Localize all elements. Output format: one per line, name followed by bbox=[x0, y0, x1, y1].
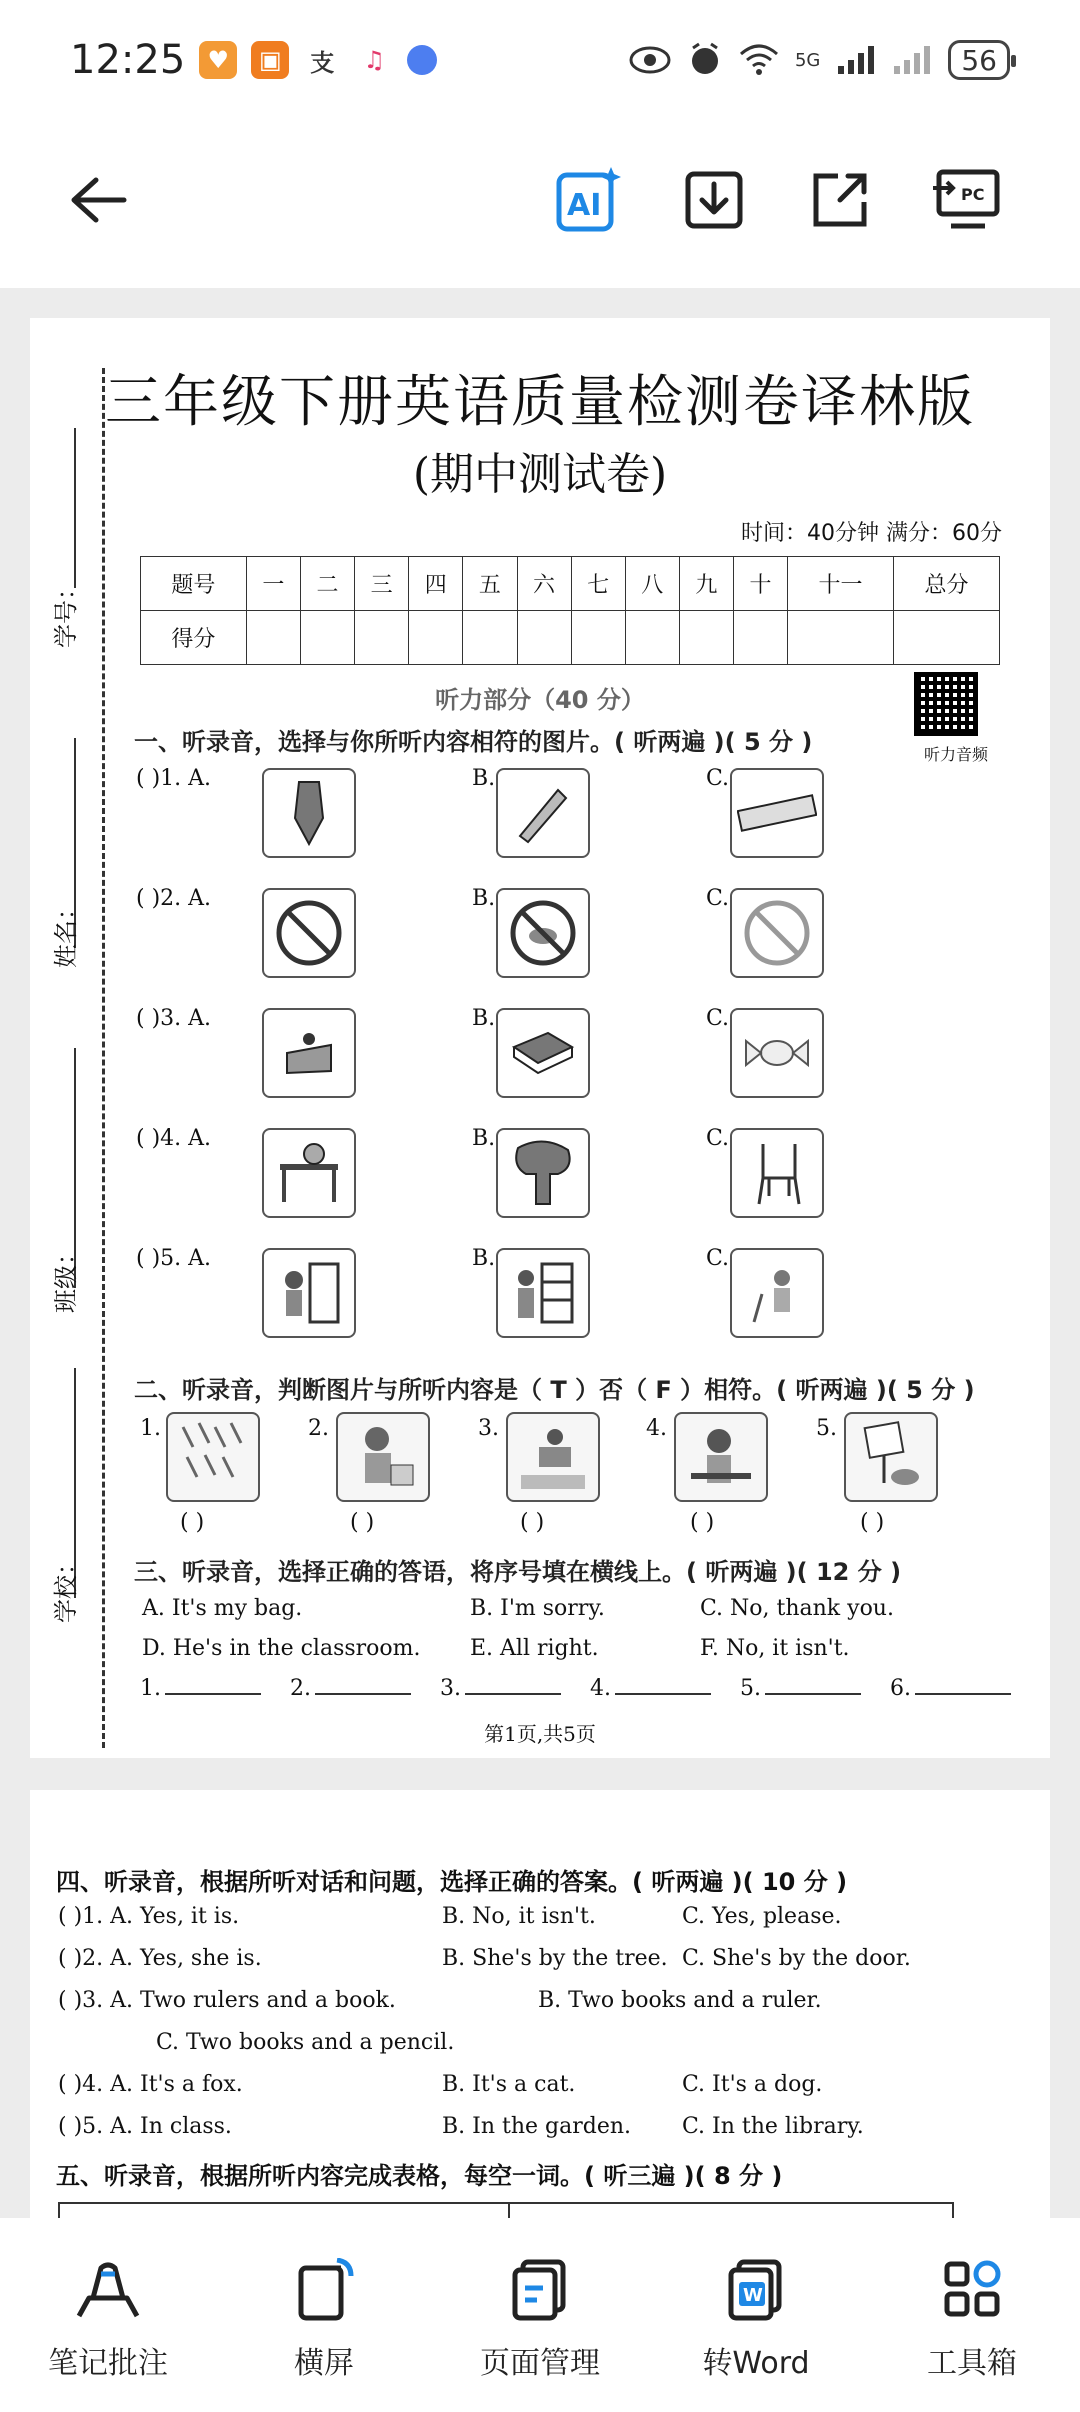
convert-to-word-button[interactable]: W 转Word bbox=[648, 2218, 864, 2412]
alarm-icon bbox=[687, 42, 723, 78]
boy-bag-icon bbox=[343, 1417, 423, 1497]
student-id-label: 学号： bbox=[52, 576, 80, 648]
section-4-heading: 四、听录音，根据所听对话和问题，选择正确的答案。( 听两遍 )( 10 分 ) bbox=[56, 1868, 848, 1896]
picture-no-running bbox=[262, 888, 356, 978]
candy-icon bbox=[742, 1033, 812, 1073]
picture-ruler bbox=[730, 768, 824, 858]
status-bar bbox=[0, 0, 1080, 120]
app-notification-icon: ♥ bbox=[199, 41, 237, 79]
time-score-info: 时间：40分钟 满分：60分 bbox=[741, 521, 1002, 546]
picture-ball-on-desk bbox=[262, 1128, 356, 1218]
picture-no-talking bbox=[730, 888, 824, 978]
school-label: 学校： bbox=[52, 1551, 80, 1623]
app-notification-icon: ▣ bbox=[251, 41, 289, 79]
download-button[interactable] bbox=[674, 160, 754, 240]
picture-tree bbox=[496, 1128, 590, 1218]
tf-picture-rain bbox=[166, 1412, 260, 1502]
tf-picture-classroom bbox=[506, 1412, 600, 1502]
ai-assistant-button[interactable] bbox=[548, 160, 628, 240]
document-page-2: 四、听录音，根据所听对话和问题，选择正确的答案。( 听两遍 )( 10 分 ) ( )1. A. Yes, it is. B. No, it isn't. C. Yes, please. ( )2. A. Yes, she is. B. She's by the tree. C. She's by the door. ( )3. A. Two rulers and a book. B. Two books and a ruler. C. Two books and a pencil. ( )4. A. It's a fox. B. It's a cat. C. It's a dog. ( )5. A. In class. B. In the garden. C. In the library. 五、听录音，根据所听内容完成表格，每空一词。( 听三遍 )( 8 分 ) bbox=[30, 1790, 1050, 2218]
name-label: 姓名： bbox=[52, 896, 80, 968]
toolbar bbox=[0, 120, 1080, 288]
signal-icon bbox=[836, 44, 876, 76]
network-type: 5G bbox=[794, 49, 821, 71]
book-icon bbox=[508, 1023, 578, 1083]
desk-ball-icon bbox=[274, 1138, 344, 1208]
exam-subtitle: (期中测试卷) bbox=[412, 449, 668, 500]
score-table bbox=[140, 556, 1000, 665]
ruler-icon bbox=[737, 793, 817, 833]
sweeping-icon bbox=[742, 1258, 812, 1328]
svg-text:AI: AI bbox=[567, 188, 602, 223]
exam-title: 三年级下册英语质量检测卷译林版 bbox=[105, 370, 975, 435]
question-2-label: ( )2. A. bbox=[136, 886, 212, 911]
answer-blanks: 1. 2. 3. 4. 5. 6. bbox=[140, 1676, 1033, 1701]
browser-icon bbox=[407, 45, 437, 75]
no-eating-icon bbox=[508, 898, 578, 968]
battery-indicator: 56 bbox=[948, 40, 1010, 80]
music-icon: ♫ bbox=[363, 46, 386, 74]
picture-no-eating bbox=[496, 888, 590, 978]
girl-window-icon bbox=[274, 1258, 344, 1328]
picture-candy bbox=[730, 1008, 824, 1098]
pages-icon bbox=[505, 2258, 575, 2322]
annotate-button[interactable]: 笔记批注 bbox=[0, 2218, 216, 2412]
cake-icon bbox=[279, 1023, 339, 1083]
page-management-button[interactable]: 页面管理 bbox=[432, 2218, 648, 2412]
section-2-heading: 二、听录音，判断图片与所听内容是（ T ）否（ F ）相符。( 听两遍 )( 5 分 ) bbox=[134, 1376, 975, 1404]
picture-chair bbox=[730, 1128, 824, 1218]
no-talking-icon bbox=[742, 898, 812, 968]
question-5-label: ( )5. A. bbox=[136, 1246, 212, 1271]
page-number: 第1页,共5页 bbox=[484, 1722, 596, 1746]
class-label: 班级： bbox=[52, 1241, 80, 1313]
tf-picture-boy-bag bbox=[336, 1412, 430, 1502]
svg-text:W: W bbox=[743, 2285, 763, 2306]
qr-label: 听力音频 bbox=[923, 745, 988, 764]
svg-text:PC: PC bbox=[961, 185, 985, 204]
ai-icon bbox=[553, 165, 623, 235]
binding-line bbox=[102, 368, 105, 1748]
chair-icon bbox=[747, 1138, 807, 1208]
picture-cake bbox=[262, 1008, 356, 1098]
bottom-toolbar bbox=[0, 2218, 1080, 2412]
question-4-label: ( )4. A. bbox=[136, 1126, 212, 1151]
document-viewer[interactable] bbox=[0, 288, 1080, 2218]
document-page-1: 学号： 姓名： 班级： 学校： 三年级下册英语质量检测卷译林版 (期中测试卷) 时间：40分钟 满分：60分 题号 一 二 三 四 五 六 七 八 九 十 十一 总分 得分 听力部分（40 分） 听力音频 一、听录音，选择与你所听内容相符的图片。( 听两遍 )( 5 分 ) ( )1. A. B. C. ( )2. A. B. C. ( )3. A. B. C. ( )4. A. B. C. ( )5. A. B. C. 二、听录音，判断图片与所听内容是（ T ）否（ F ）相符。( 听两遍 )( 5 分 ) 1. 2. 3. 4. 5. ( ) ( ) ( ) ( ) ( ) 三、听录音，选择正确的答语，将序号填在横线上。( 听两遍 )( 12 分 ) A. It's my bag. B. I'm sorry. C. No, thank you. D. He's in the classroom. E. All right. F. No, it isn't. 1. 2. 3. 4. 5. 6. 第1页,共5页 bbox=[30, 318, 1050, 1758]
tf-picture-garden-sign bbox=[844, 1412, 938, 1502]
pencil-icon bbox=[510, 780, 576, 846]
wifi-icon bbox=[739, 44, 779, 76]
picture-book bbox=[496, 1008, 590, 1098]
picture-pen bbox=[262, 768, 356, 858]
toolbox-icon bbox=[937, 2258, 1007, 2322]
section-3-heading: 三、听录音，选择正确的答语，将序号填在横线上。( 听两遍 )( 12 分 ) bbox=[134, 1558, 902, 1586]
no-running-icon bbox=[274, 898, 344, 968]
qr-code[interactable] bbox=[914, 672, 978, 736]
rain-icon bbox=[173, 1417, 253, 1497]
tree-icon bbox=[508, 1138, 578, 1208]
share-icon bbox=[810, 170, 870, 230]
question-1-label: ( )1. A. bbox=[136, 766, 212, 791]
section-5-heading: 五、听录音，根据所听内容完成表格，每空一词。( 听三遍 )( 8 分 ) bbox=[56, 2162, 783, 2190]
word-icon bbox=[721, 2258, 791, 2322]
tf-picture-girl-desk bbox=[674, 1412, 768, 1502]
bookshelf-icon bbox=[508, 1258, 578, 1328]
picture-girl-window bbox=[262, 1248, 356, 1338]
rotate-screen-icon bbox=[289, 2258, 359, 2322]
table-start bbox=[58, 2202, 954, 2218]
eye-icon bbox=[629, 45, 671, 75]
pc-transfer-icon bbox=[931, 168, 1001, 232]
table-row: 得分 bbox=[141, 611, 1000, 665]
toolbox-button[interactable]: 工具箱 bbox=[864, 2218, 1080, 2412]
fountain-pen-icon bbox=[279, 778, 339, 848]
section-1-heading: 一、听录音，选择与你所听内容相符的图片。( 听两遍 )( 5 分 ) bbox=[134, 728, 813, 756]
signal-2-icon bbox=[892, 44, 932, 76]
alipay-icon: 支 bbox=[310, 48, 335, 77]
garden-sign-icon bbox=[851, 1417, 931, 1497]
classroom-icon bbox=[513, 1417, 593, 1497]
send-to-pc-button[interactable] bbox=[926, 160, 1006, 240]
annotate-icon bbox=[73, 2258, 143, 2322]
share-button[interactable] bbox=[800, 160, 880, 240]
girl-desk-icon bbox=[681, 1417, 761, 1497]
download-icon bbox=[684, 170, 744, 230]
landscape-button[interactable]: 横屏 bbox=[216, 2218, 432, 2412]
listening-section-title: 听力部分（40 分） bbox=[435, 686, 645, 714]
back-button[interactable] bbox=[58, 160, 138, 240]
picture-pencil bbox=[496, 768, 590, 858]
clock: 12:25 bbox=[70, 37, 186, 83]
picture-sweeping bbox=[730, 1248, 824, 1338]
back-arrow-icon bbox=[68, 175, 128, 225]
picture-bookshelf bbox=[496, 1248, 590, 1338]
table-row: 题号 一 二 三 四 五 六 七 八 九 十 十一 总分 bbox=[141, 557, 1000, 611]
question-3-label: ( )3. A. bbox=[136, 1006, 212, 1031]
